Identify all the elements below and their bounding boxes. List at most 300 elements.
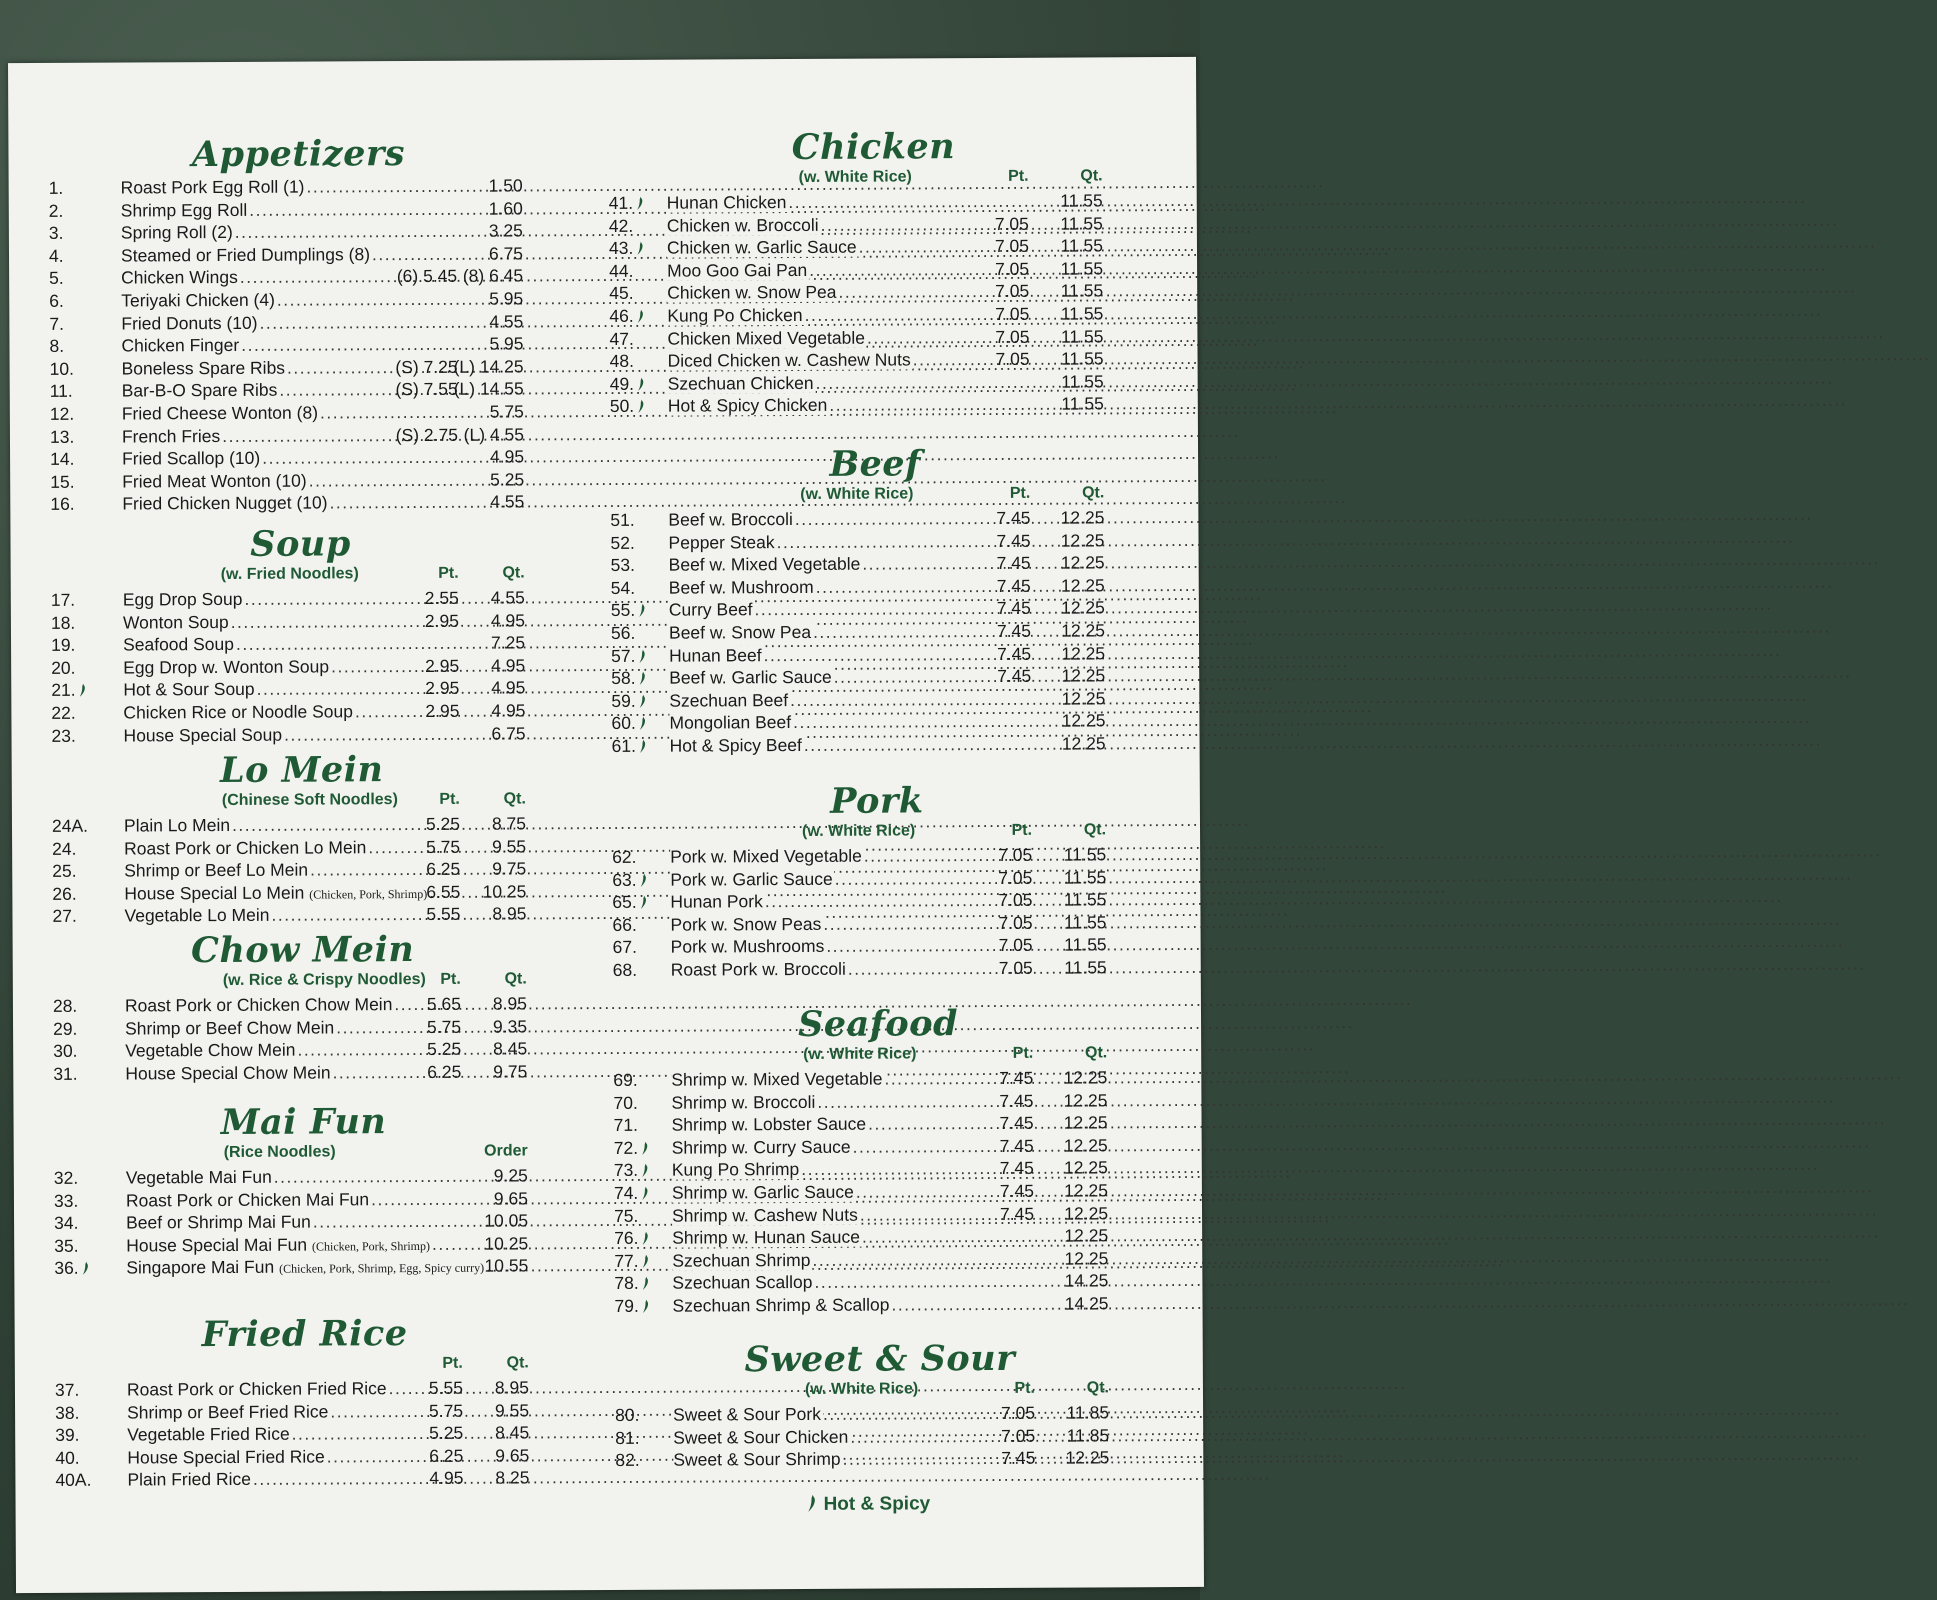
item-name: Szechuan Shrimp — [672, 1249, 811, 1271]
chili-pepper-icon — [640, 1229, 650, 1243]
quart-header: Qt. — [1080, 167, 1103, 185]
menu-item — [610, 529, 1140, 554]
item-name: Roast Pork or Chicken Lo Mein — [124, 836, 367, 859]
item-number-text: 20. — [51, 657, 76, 678]
item-name-leader — [127, 1400, 379, 1424]
item-number-text: 4. — [48, 245, 64, 266]
chili-pepper-icon — [640, 1184, 650, 1198]
price-small: 7.45 — [996, 620, 1032, 641]
menu-item — [55, 1376, 555, 1401]
price-large: 12.25 — [1060, 529, 1105, 551]
item-number — [614, 1295, 666, 1318]
item-number — [55, 1446, 107, 1469]
item-number — [53, 1017, 105, 1040]
section-title: Beef — [829, 443, 921, 485]
menu-item — [612, 911, 1142, 936]
section-subtitle: (w. White Rice) — [800, 485, 914, 503]
item-name: Diced Chicken w. Cashew Nuts — [667, 349, 911, 371]
price-large: 14.25 — [1064, 1270, 1109, 1291]
price-small: (S) 2.75 — [395, 424, 459, 445]
item-name-leader — [127, 1422, 379, 1446]
item-number — [612, 868, 664, 891]
menu-item — [611, 597, 1141, 622]
item-number-text: 27. — [52, 906, 77, 927]
price-large: 11.55 — [1063, 844, 1107, 865]
item-number-text: 80. — [615, 1404, 640, 1425]
chili-pepper-icon — [638, 669, 648, 683]
item-number — [55, 1379, 107, 1402]
section-subtitle: (w. Fried Noodles) — [220, 565, 359, 584]
menu-item — [51, 654, 551, 679]
item-name: Vegetable Fried Rice — [127, 1423, 290, 1445]
item-number-text: 6. — [49, 290, 64, 311]
price-large: 12.25 — [1063, 1089, 1108, 1111]
price-small: 7.45 — [996, 643, 1032, 664]
item-name: Shrimp w. Cashew Nuts — [671, 1204, 858, 1226]
item-name: Mongolian Beef — [669, 712, 792, 734]
quart-header: Qt. — [504, 970, 527, 988]
menu-item — [50, 445, 550, 470]
item-number — [610, 509, 662, 532]
menu-item — [609, 280, 1139, 305]
price-large: 7.25 — [490, 632, 526, 653]
menu-item — [52, 812, 552, 837]
menu-item — [49, 174, 549, 199]
section-title: Chicken — [791, 126, 956, 169]
section-header — [612, 821, 1142, 846]
item-number-text: 7. — [49, 313, 65, 334]
item-name: Moo Goo Gai Pan — [667, 259, 808, 281]
section-title: Seafood — [797, 1003, 959, 1045]
item-number-text: 19. — [50, 634, 76, 656]
item-name: Singapore Mai Fun — [126, 1257, 275, 1278]
menu-item — [613, 1066, 1143, 1091]
chili-pepper-icon — [637, 646, 647, 660]
price-small: 7.05 — [995, 326, 1030, 347]
price-large: 12.25 — [1063, 1135, 1108, 1156]
item-name-leader — [124, 836, 376, 860]
section-header — [51, 564, 551, 589]
item-number — [50, 470, 102, 493]
price-large: 12.25 — [1061, 665, 1106, 686]
item-number-text: 42. — [608, 215, 634, 236]
item-number — [54, 1167, 106, 1190]
item-number-text: 35. — [54, 1235, 79, 1256]
item-number — [49, 335, 101, 358]
item-name: Fried Donuts (10) — [121, 312, 258, 334]
item-number-text: 18. — [50, 612, 76, 633]
item-number-text: 65. — [612, 892, 637, 913]
price-large: 11.55 — [1060, 280, 1104, 301]
menu-item — [55, 1444, 555, 1469]
item-number-text: 31. — [53, 1063, 78, 1084]
item-number — [614, 1204, 666, 1227]
section-beef — [610, 442, 1142, 757]
menu-item — [611, 619, 1141, 644]
item-number — [613, 936, 665, 959]
price-small: 7.45 — [999, 1135, 1034, 1156]
item-number-text: 41. — [608, 192, 634, 213]
price-small: 5.25 — [425, 813, 461, 834]
item-number — [55, 1401, 107, 1424]
price-small: 7.45 — [996, 598, 1031, 619]
item-number-text: 34. — [54, 1212, 79, 1234]
item-number — [611, 712, 663, 735]
item-name-leader — [667, 281, 955, 305]
item-name-leader — [669, 643, 957, 667]
chili-pepper-icon — [637, 601, 647, 615]
price-large: 8.25 — [495, 1467, 530, 1488]
item-name-leader — [673, 1425, 961, 1449]
menu-item — [613, 934, 1143, 959]
price-small: 7.45 — [996, 552, 1031, 574]
item-name-leader — [125, 1016, 377, 1040]
item-name: Plain Lo Mein — [123, 814, 231, 836]
price-small: 7.45 — [999, 1090, 1034, 1111]
price-large: 10.05 — [484, 1210, 529, 1231]
price-large: 5.95 — [489, 288, 524, 309]
item-number-text: 55. — [610, 600, 636, 621]
item-name: Wonton Soup — [122, 611, 229, 633]
menu-item — [51, 631, 551, 656]
item-name-leader — [672, 1180, 960, 1204]
item-name: Hot & Spicy Chicken — [667, 395, 828, 417]
price-large: 12.25 — [1063, 1157, 1108, 1178]
item-number — [54, 1189, 106, 1212]
item-number — [611, 554, 663, 577]
section-title: Pork — [830, 780, 924, 822]
price-small: 6.55 — [426, 881, 461, 902]
item-name: Egg Drop w. Wonton Soup — [123, 656, 330, 678]
item-number-text: 25. — [52, 860, 77, 882]
section-soup — [50, 522, 551, 747]
quart-header: Qt. — [1082, 484, 1105, 502]
quart-header: Qt. — [1084, 1044, 1108, 1062]
pint-header: Pt. — [442, 1354, 463, 1372]
item-name-leader — [668, 507, 956, 531]
item-number — [52, 815, 104, 838]
item-name: Roast Pork w. Broccoli — [670, 958, 846, 980]
item-number — [613, 959, 665, 982]
item-name-leader — [124, 904, 376, 928]
item-name-leader — [668, 393, 1038, 418]
menu-item — [614, 1292, 1144, 1317]
item-note: (Chicken, Pork, Shrimp, Egg, Spicy curry) — [279, 1261, 485, 1277]
chili-pepper-icon — [78, 681, 88, 695]
section-chowmein — [53, 928, 554, 1085]
item-name: Pepper Steak — [668, 531, 775, 553]
item-name: House Special Lo Mein — [124, 882, 305, 904]
item-name: Chicken w. Garlic Sauce — [666, 236, 857, 258]
item-name-leader — [669, 687, 1039, 712]
item-number — [51, 656, 103, 679]
price-small: 7.05 — [995, 348, 1030, 370]
section-title: Sweet & Sour — [744, 1337, 1016, 1381]
item-name-leader — [122, 491, 442, 515]
price-large: 11.55 — [1063, 889, 1107, 910]
item-number — [614, 1227, 666, 1250]
item-name-leader — [122, 446, 442, 470]
price-small: 7.45 — [1001, 1447, 1036, 1469]
item-number — [49, 177, 101, 200]
item-name: Spring Roll (2) — [120, 222, 233, 243]
section-header — [54, 1142, 554, 1167]
item-name-leader — [125, 1061, 377, 1085]
item-name: Vegetable Mai Fun — [125, 1166, 272, 1188]
price-large: 4.55 — [489, 310, 524, 332]
quart-header: Qt. — [1086, 1379, 1109, 1397]
item-number — [50, 493, 102, 516]
price-large: 4.95 — [491, 700, 526, 721]
item-number-text: 56. — [610, 622, 636, 643]
item-number — [50, 403, 102, 426]
menu-item — [611, 551, 1141, 576]
chili-pepper-icon — [640, 1161, 650, 1175]
item-number — [49, 290, 101, 313]
item-name: Bar-B-O Spare Ribs — [121, 380, 278, 401]
item-note: (Chicken, Pork, Shrimp) — [311, 1238, 431, 1254]
price-large: 12.25 — [1063, 1112, 1108, 1133]
price-small: 7.45 — [999, 1158, 1034, 1179]
item-name-leader — [673, 1447, 961, 1471]
pint-header: Pt. — [1014, 1379, 1035, 1397]
price-small: 7.45 — [996, 530, 1031, 551]
item-name-leader — [667, 190, 1037, 215]
item-number-text: 82. — [615, 1450, 640, 1471]
item-number — [53, 1062, 105, 1085]
price-large: 4.95 — [490, 610, 525, 631]
item-number-text: 78. — [614, 1273, 639, 1294]
chili-pepper-icon — [636, 397, 646, 411]
item-number-text: 29. — [53, 1018, 78, 1039]
item-number-text: 59. — [611, 690, 636, 711]
menu-item — [610, 393, 1140, 418]
menu-item — [52, 880, 552, 905]
item-name-leader — [667, 235, 955, 259]
item-number-text: 14. — [50, 448, 75, 470]
menu-item — [609, 234, 1139, 259]
price-small: 5.75 — [428, 1400, 464, 1421]
menu-item — [611, 687, 1141, 712]
item-name: Boneless Spare Ribs — [121, 357, 286, 379]
item-number-text: 74. — [613, 1182, 639, 1203]
item-number — [52, 860, 104, 883]
price-large: 9.35 — [492, 1016, 528, 1037]
item-number-text: 50. — [609, 396, 635, 417]
price-large: 9.65 — [495, 1445, 530, 1466]
item-number-text: 39. — [55, 1424, 80, 1446]
item-name: Sweet & Sour Shrimp — [673, 1448, 841, 1470]
item-number — [54, 1257, 106, 1280]
item-name: Chicken Wings — [121, 267, 238, 288]
price-large: 12.25 — [1060, 552, 1105, 573]
item-number-text: 17. — [50, 589, 76, 610]
price-large: 4.95 — [489, 446, 525, 467]
item-number — [51, 634, 103, 657]
item-name: Roast Pork or Chicken Chow Mein — [124, 994, 393, 1016]
item-name: Chicken Finger — [121, 335, 240, 356]
quart-header: Qt. — [506, 1354, 529, 1372]
menu-item — [615, 1446, 1145, 1471]
menu-item — [615, 1424, 1145, 1449]
item-name-leader — [124, 813, 376, 837]
item-name: Szechuan Chicken — [667, 372, 814, 394]
menu-item — [50, 400, 550, 425]
chili-pepper-icon — [641, 1252, 651, 1266]
item-name-leader — [667, 326, 955, 350]
section-header — [55, 1354, 555, 1379]
item-name: Szechuan Shrimp & Scallop — [672, 1294, 890, 1316]
price-large: 12.25 — [1061, 597, 1105, 618]
item-name-leader — [126, 1255, 485, 1281]
item-name: House Special Mai Fun — [126, 1234, 308, 1256]
item-name-leader — [671, 1067, 959, 1091]
price-large: 11.55 — [1063, 866, 1107, 888]
price-large: 8.75 — [491, 813, 527, 834]
item-number — [614, 1249, 666, 1272]
item-number-text: 8. — [49, 335, 65, 357]
item-number — [50, 380, 102, 403]
price-large: 11.55 — [1064, 957, 1107, 978]
price-small: 2.95 — [425, 678, 460, 699]
price-large: 5.95 — [489, 333, 524, 354]
item-name: Kung Po Shrimp — [671, 1159, 800, 1181]
price-large: 12.25 — [1060, 507, 1105, 528]
price-small: 7.05 — [1001, 1425, 1036, 1446]
item-note: (Chicken, Pork, Shrimp) — [309, 886, 428, 902]
menu-item — [51, 677, 551, 702]
item-number — [51, 724, 103, 747]
item-name: Shrimp w. Curry Sauce — [671, 1136, 851, 1158]
menu-item — [50, 468, 550, 493]
price-large: 12.25 — [1061, 733, 1106, 754]
section-subtitle: (Rice Noodles) — [223, 1143, 336, 1162]
menu-item — [49, 197, 549, 222]
menu-item — [50, 491, 550, 516]
menu-item — [51, 722, 551, 747]
menu-item — [614, 1270, 1144, 1295]
item-number-text: 73. — [613, 1160, 639, 1181]
item-number — [51, 702, 103, 725]
item-name: Shrimp w. Mixed Vegetable — [671, 1068, 883, 1090]
price-large: (8) 6.45 — [462, 265, 524, 287]
item-name-leader — [672, 1225, 1042, 1250]
section-title: Chow Mein — [190, 929, 415, 972]
item-number — [49, 244, 101, 267]
item-number — [610, 395, 662, 418]
item-name: Egg Drop Soup — [122, 588, 243, 610]
menu-item — [52, 903, 552, 928]
item-number-text: 70. — [613, 1092, 638, 1113]
pint-header: Pt. — [1011, 821, 1033, 839]
section-subtitle: (w. Rice & Crispy Noodles) — [222, 970, 426, 990]
item-number-text: 16. — [50, 494, 75, 515]
price-small: 7.45 — [996, 507, 1031, 528]
item-name: Chicken w. Broccoli — [666, 214, 819, 236]
item-number-text: 72. — [613, 1137, 639, 1158]
price-large: 1.60 — [488, 198, 523, 219]
item-number-text: 3. — [48, 223, 64, 244]
section-lomein — [52, 748, 553, 928]
section-chicken — [608, 125, 1140, 418]
chili-pepper-icon — [638, 714, 648, 728]
price-small: 5.65 — [426, 993, 461, 1014]
item-number — [609, 259, 661, 282]
price-large: 4.95 — [491, 677, 526, 698]
section-appetizers — [48, 132, 550, 516]
item-name: Hunan Pork — [670, 891, 763, 912]
item-name-leader — [668, 348, 956, 372]
chili-pepper-icon — [638, 692, 648, 706]
item-name-leader — [669, 620, 957, 644]
item-number — [612, 846, 664, 869]
price-large: 14.25 — [1064, 1293, 1109, 1314]
item-name-leader — [670, 912, 958, 936]
price-large: (L) 14.55 — [453, 378, 524, 400]
menu-item — [52, 835, 552, 860]
item-number-text: 57. — [611, 645, 636, 666]
item-number-text: 11. — [49, 381, 73, 402]
item-name-leader — [123, 678, 375, 702]
menu-item — [609, 325, 1139, 350]
left-column — [48, 60, 548, 1491]
item-name: Sweet & Sour Chicken — [673, 1426, 849, 1448]
item-number — [609, 192, 661, 215]
item-name: French Fries — [121, 425, 221, 447]
price-small: 7.05 — [995, 281, 1030, 302]
item-name-leader — [670, 733, 1040, 758]
price-small: 7.05 — [998, 867, 1033, 888]
item-name-leader — [121, 243, 441, 267]
price-small: 7.45 — [996, 575, 1031, 596]
section-subtitle: (w. White Rice) — [803, 1045, 917, 1063]
item-name-leader — [672, 1203, 960, 1227]
item-number-text: 66. — [612, 914, 637, 935]
chili-pepper-icon — [639, 870, 649, 884]
menu-page — [8, 57, 1204, 1593]
section-sweetsour — [615, 1337, 1146, 1472]
item-name: Shrimp w. Broccoli — [671, 1091, 816, 1113]
price-small: (S) 7.55 — [395, 379, 458, 400]
item-name-leader — [669, 552, 957, 576]
item-name-leader — [672, 1158, 960, 1182]
price-large: 6.75 — [491, 722, 526, 744]
item-name: Beef w. Broccoli — [668, 509, 793, 530]
item-number-text: 61. — [611, 735, 636, 756]
item-number-text: 40A. — [55, 1470, 92, 1491]
menu-item — [609, 189, 1139, 214]
item-number — [54, 1212, 106, 1235]
price-small: 7.05 — [998, 844, 1033, 865]
menu-item — [614, 1179, 1144, 1204]
item-number — [609, 282, 661, 305]
item-number-text: 12. — [49, 403, 75, 424]
item-name-leader — [671, 957, 959, 981]
item-name: Fried Cheese Wonton (8) — [121, 402, 319, 424]
menu-item — [49, 332, 549, 357]
item-number-text: 45. — [609, 283, 634, 304]
price-large: 9.65 — [493, 1188, 529, 1209]
item-name: Roast Pork Egg Roll (1) — [120, 176, 305, 198]
price-large: 8.45 — [495, 1422, 530, 1443]
item-number-text: 33. — [53, 1190, 79, 1211]
item-name-leader — [126, 1165, 446, 1189]
price-small: 2.95 — [425, 700, 460, 721]
section-title: Fried Rice — [201, 1313, 408, 1356]
section-header — [610, 484, 1140, 509]
section-title: Lo Mein — [219, 749, 384, 792]
item-number — [612, 891, 664, 914]
